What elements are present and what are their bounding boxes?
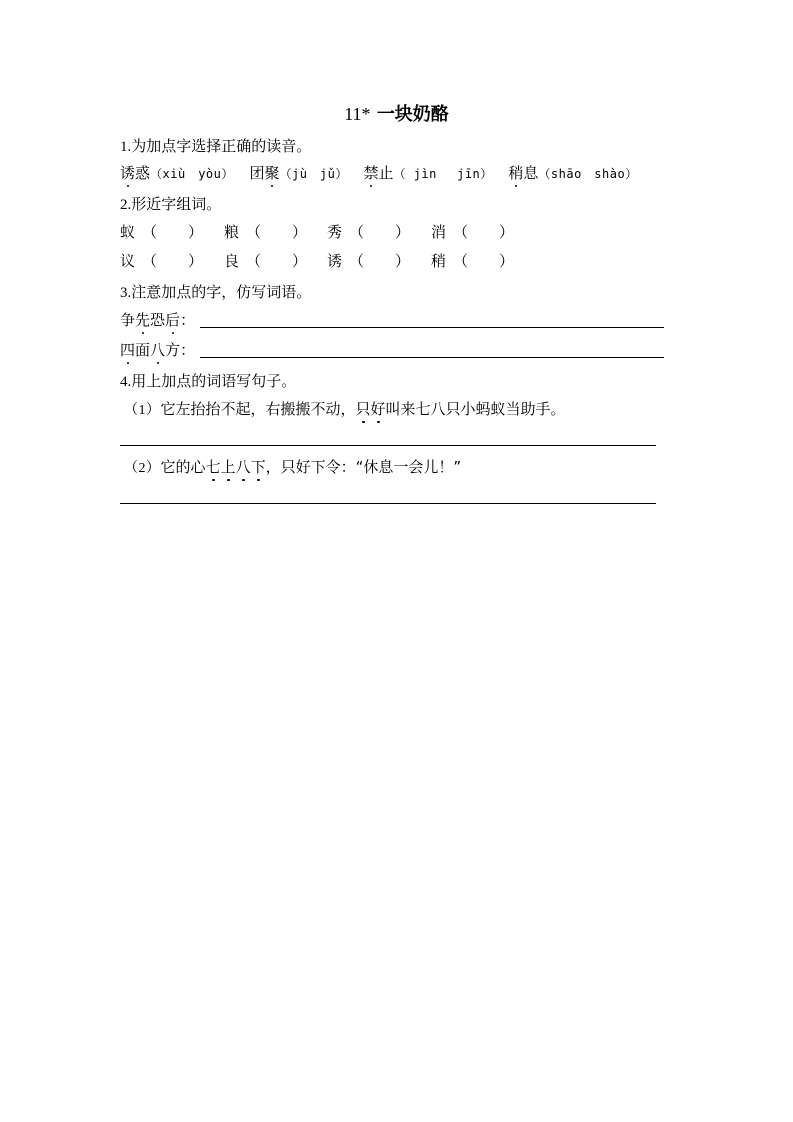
q3-item-1: 争先恐后： (120, 311, 196, 329)
q3-item-2: 四面八方： (120, 341, 196, 359)
answer-line-q4-1[interactable] (120, 445, 656, 446)
question-1-items (120, 163, 638, 184)
page-title (0, 100, 793, 126)
answer-line-q4-2[interactable] (120, 503, 656, 504)
question-2-prompt: 2.形近字组词。 (120, 195, 222, 213)
q1-item-4: 稍息（shāo shào） (508, 164, 638, 182)
q1-item-3: 禁止（ jìn jīn） (363, 164, 493, 182)
answer-line-q3-1[interactable] (200, 327, 664, 328)
q4-sentence-2: （2）它的心七上八下，只好下令：“休息一会儿！” (124, 458, 462, 476)
question-1-prompt: 1.为加点字选择正确的读音。 (120, 137, 312, 155)
answer-line-q3-2[interactable] (200, 357, 664, 358)
q1-item-2: 团聚（jù jǔ） (249, 164, 348, 182)
q1-item-1: 诱惑（xiù yòu） (120, 164, 234, 182)
lesson-title: 一块奶酪 (376, 104, 449, 125)
q4-sentence-1: （1）它左抬抬不起，右搬搬不动，只好叫来七八只小蚂蚁当助手。 (124, 400, 566, 418)
lesson-number: 11* (344, 104, 371, 124)
question-3-prompt: 3.注意加点的字，仿写词语。 (120, 283, 312, 301)
question-4-prompt: 4.用上加点的词语写句子。 (120, 372, 297, 390)
